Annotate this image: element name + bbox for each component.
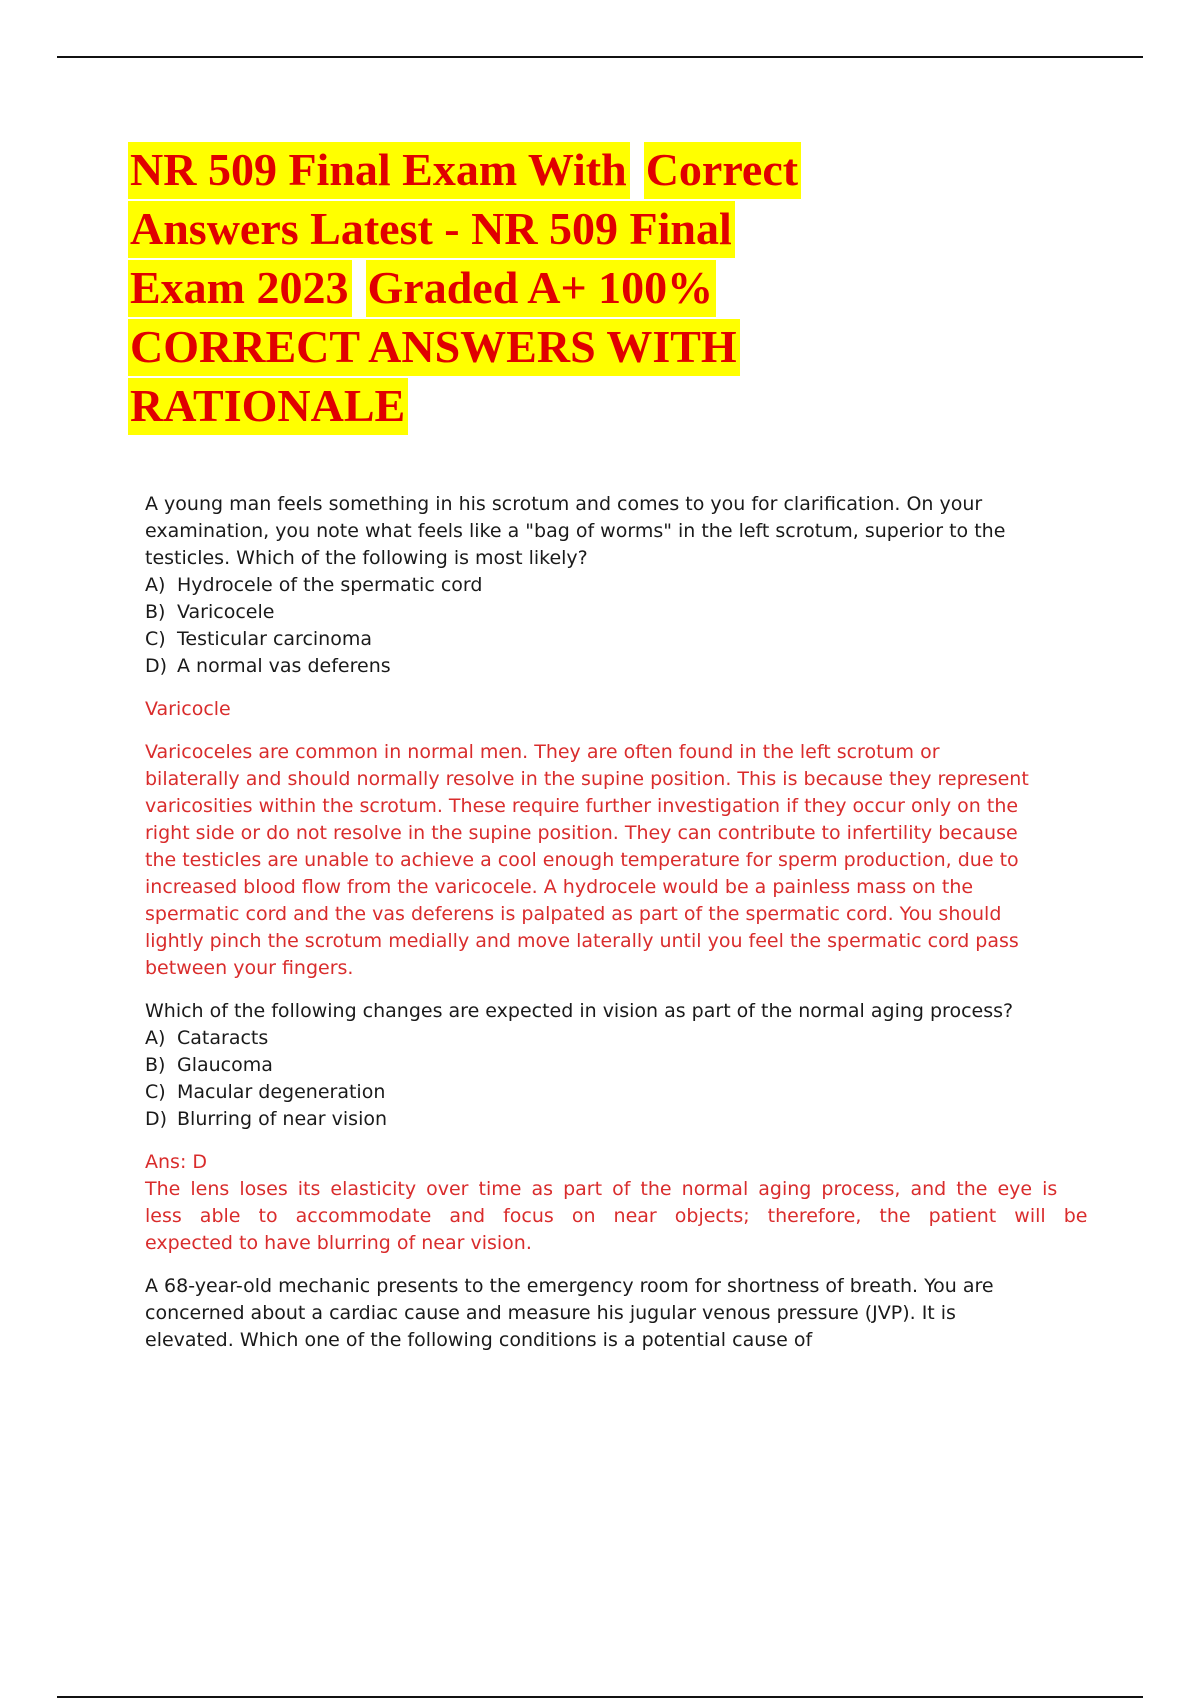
- rationale-line: increased blood flow from the varicocele. A hydrocele would be a painless mass on the: [145, 876, 974, 898]
- title-line-2: [128, 199, 1028, 258]
- option-letter: C): [145, 1081, 166, 1103]
- title-line-4: [128, 317, 1028, 376]
- option-letter: A): [145, 574, 166, 596]
- text-line: A young man feels something in his scrotum and comes to you for clarification. On your: [145, 493, 983, 515]
- answer-options: [145, 1025, 1075, 1133]
- title-segment: Correct: [644, 142, 801, 199]
- option-b: [145, 1052, 1075, 1079]
- option-text: A normal vas deferens: [177, 655, 391, 677]
- document-title: [128, 140, 1028, 435]
- rationale-line: lightly pinch the scrotum medially and move laterally until you feel the spermatic cord pass: [145, 930, 1019, 952]
- rationale-line: the testicles are unable to achieve a cool enough temperature for sperm production, due to: [145, 849, 1019, 871]
- option-letter: D): [145, 655, 168, 677]
- option-letter: B): [145, 1054, 166, 1076]
- text-line: concerned about a cardiac cause and measure his jugular venous pressure (JVP). It is: [145, 1302, 956, 1324]
- option-a: [145, 1025, 1075, 1052]
- text-line: A 68-year-old mechanic presents to the emergency room for shortness of breath. You are: [145, 1275, 994, 1297]
- answer-label: Varicocle: [145, 698, 231, 720]
- text-line: examination, you note what feels like a "bag of worms" in the left scrotum, superior to the: [145, 520, 1006, 542]
- question-3: [145, 1273, 1075, 1354]
- question-1: [145, 491, 1075, 982]
- text-line: Which of the following changes are expected in vision as part of the normal aging process?: [145, 1000, 1014, 1022]
- title-line-1: [128, 140, 1028, 199]
- header-rule: [57, 56, 1143, 58]
- text-line: elevated. Which one of the following conditions is a potential cause of: [145, 1329, 813, 1351]
- rationale-line: bilaterally and should normally resolve in the supine position. This is because they represent: [145, 768, 1029, 790]
- rationale: [145, 1176, 1088, 1257]
- option-text: Testicular carcinoma: [177, 628, 372, 650]
- title-segment: CORRECT ANSWERS WITH: [128, 319, 740, 376]
- option-text: Cataracts: [177, 1027, 269, 1049]
- rationale-line: expected to have blurring of near vision.: [145, 1232, 532, 1254]
- title-line-5: [128, 376, 1028, 435]
- title-segment: Answers Latest - NR 509 Final: [128, 201, 735, 258]
- option-letter: C): [145, 628, 166, 650]
- option-letter: B): [145, 601, 166, 623]
- question-2: [145, 998, 1088, 1257]
- title-segment: Exam 2023: [128, 260, 352, 317]
- option-d: [145, 653, 1075, 680]
- option-letter: D): [145, 1108, 168, 1130]
- rationale-line: The lens loses its elasticity over time as part of the normal aging process, and the eye is: [145, 1178, 1058, 1200]
- title-segment: NR 509 Final Exam With: [128, 142, 630, 199]
- rationale-line: varicosities within the scrotum. These require further investigation if they occur only on the: [145, 795, 1019, 817]
- title-segment: Graded A+ 100%: [366, 260, 717, 317]
- text-line: testicles. Which of the following is most likely?: [145, 547, 588, 569]
- option-c: [145, 626, 1075, 653]
- option-text: Macular degeneration: [177, 1081, 386, 1103]
- option-text: Blurring of near vision: [177, 1108, 388, 1130]
- title-line-3: [128, 258, 1028, 317]
- option-d: [145, 1106, 1075, 1133]
- question-text: [145, 998, 1075, 1025]
- rationale-line: less able to accommodate and focus on near objects; therefore, the patient will be: [145, 1205, 1088, 1227]
- rationale-line: Varicoceles are common in normal men. They are often found in the left scrotum or: [145, 741, 940, 763]
- rationale-line: between your fingers.: [145, 957, 354, 979]
- option-c: [145, 1079, 1075, 1106]
- rationale-line: right side or do not resolve in the supine position. They can contribute to infertility because: [145, 822, 1018, 844]
- rationale-line: spermatic cord and the vas deferens is palpated as part of the spermatic cord. You should: [145, 903, 1002, 925]
- question-text: [145, 491, 1075, 572]
- option-b: [145, 599, 1075, 626]
- option-a: [145, 572, 1075, 599]
- option-letter: A): [145, 1027, 166, 1049]
- option-text: Glaucoma: [177, 1054, 273, 1076]
- answer-label: Ans: D: [145, 1151, 208, 1173]
- option-text: Varicocele: [177, 601, 275, 623]
- rationale: [145, 739, 1075, 982]
- title-segment: RATIONALE: [128, 378, 408, 435]
- option-text: Hydrocele of the spermatic cord: [177, 574, 483, 596]
- answer-options: [145, 572, 1075, 680]
- document-body: [145, 491, 1088, 1354]
- footer-rule: [57, 1696, 1143, 1698]
- question-text: [145, 1273, 1075, 1354]
